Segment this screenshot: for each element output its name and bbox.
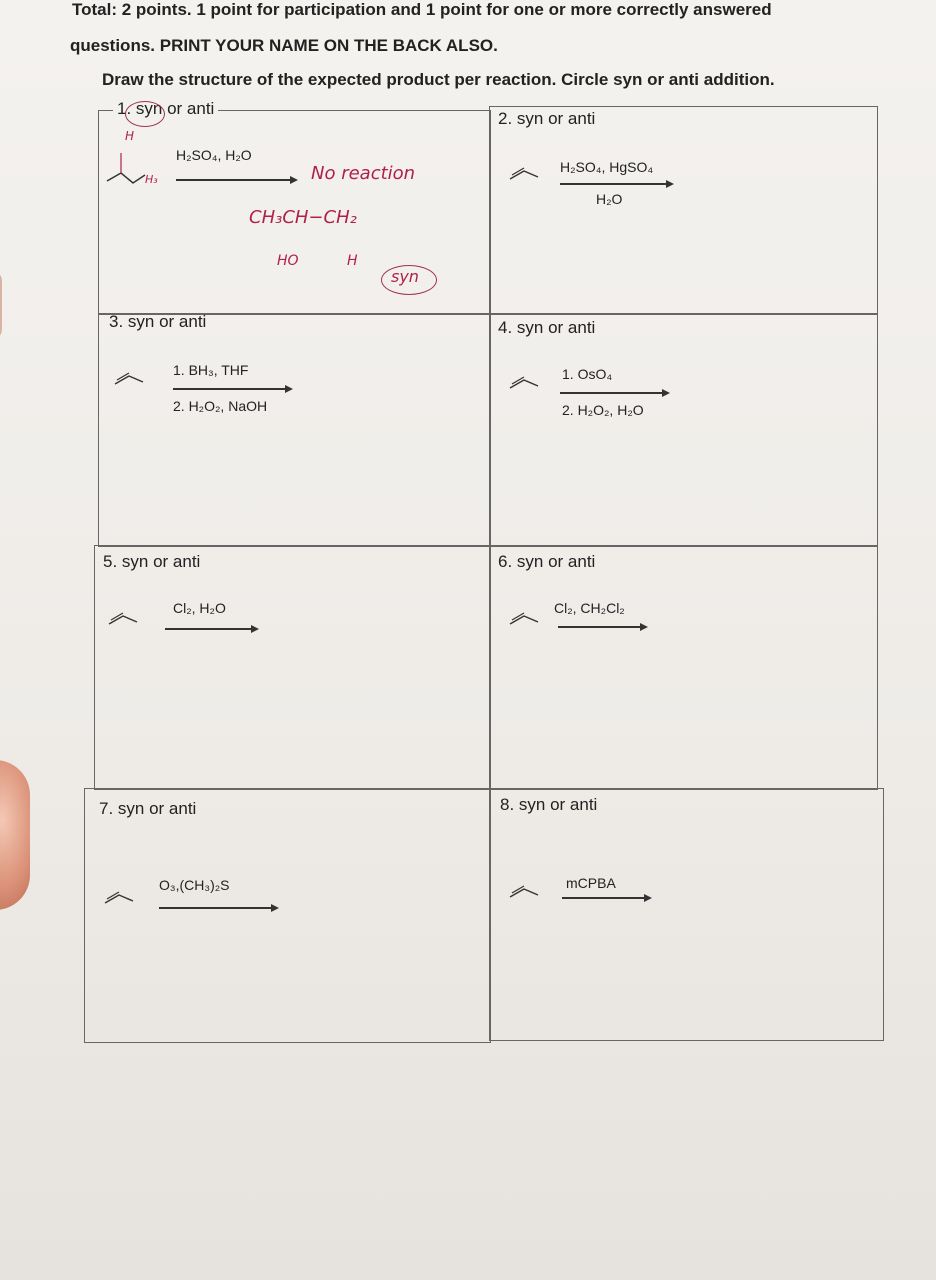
hw-no-reaction: No reaction [311,163,416,184]
reaction-arrow-5 [165,628,257,630]
cell-label-1: 1. syn or anti [113,99,218,119]
reagent-3a: 1. BH₃, THF [173,362,249,378]
cell-3 [98,313,491,547]
reaction-arrow-2 [560,183,672,185]
alkene-structure-4 [508,372,552,392]
cell-8 [489,788,884,1041]
reagent-7: O₃,(CH₃)₂S [159,877,230,893]
cell-1 [98,99,491,315]
alkene-structure-8 [508,881,552,901]
reaction-arrow-7 [159,907,277,909]
header-line-2: questions. PRINT YOUR NAME ON THE BACK ALSO. [70,36,498,55]
alkene-structure-2 [508,163,552,183]
cell-label-2: 2. syn or anti [498,109,596,128]
alkene-structure-3 [113,368,157,388]
cell-label-5: 5. syn or anti [103,552,201,571]
reaction-arrow-8 [562,897,650,899]
hw-ho: HO [277,253,299,269]
cell-label-7: 7. syn or anti [99,799,197,818]
alkene-structure-1 [99,143,179,193]
cell-label-8: 8. syn or anti [500,795,598,814]
reagent-5: Cl₂, H₂O [173,600,226,616]
reagent-4b: 2. H₂O₂, H₂O [562,402,644,418]
cell-label-6: 6. syn or anti [498,552,596,571]
cell-label-3: 3. syn or anti [109,312,207,331]
thumb [0,760,30,910]
hw-syn: syn [391,267,419,286]
header-line-1: Total: 2 points. 1 point for participation and 1 point for one or more correctly answered [72,0,772,19]
reagent-1: H₂SO₄, H₂O [176,147,252,163]
reagent-2a: H₂SO₄, HgSO₄ [560,159,654,175]
reagent-3b: 2. H₂O₂, NaOH [173,398,268,414]
cell-label-4: 4. syn or anti [498,318,596,337]
reaction-arrow-4 [560,392,668,394]
finger-shadow [0,270,2,340]
reaction-grid [84,96,884,1049]
reaction-arrow-6 [558,626,646,628]
alkene-structure-5 [107,608,151,628]
hw-h: H [347,253,358,269]
cell-5 [94,545,491,790]
reaction-arrow-1 [176,179,296,181]
reaction-arrow-3 [173,388,291,390]
cell-6 [489,545,878,790]
instructions: Draw the structure of the expected product per reaction. Circle syn or anti addition. [102,70,775,89]
alkene-structure-6 [508,608,552,628]
reagent-4a: 1. OsO₄ [562,366,613,382]
alkene-structure-7 [103,887,147,907]
cell-2 [489,106,878,315]
hw-ch3: H₃ [145,173,158,186]
hw-product: CH₃CH−CH₂ [249,207,357,228]
syn-circle-label [125,101,165,127]
cell-7 [84,788,491,1043]
reagent-8: mCPBA [566,875,616,891]
cell-4 [489,313,878,547]
hw-h-top: H [125,129,135,143]
reagent-6: Cl₂, CH₂Cl₂ [554,600,625,616]
reagent-2b: H₂O [596,191,623,207]
